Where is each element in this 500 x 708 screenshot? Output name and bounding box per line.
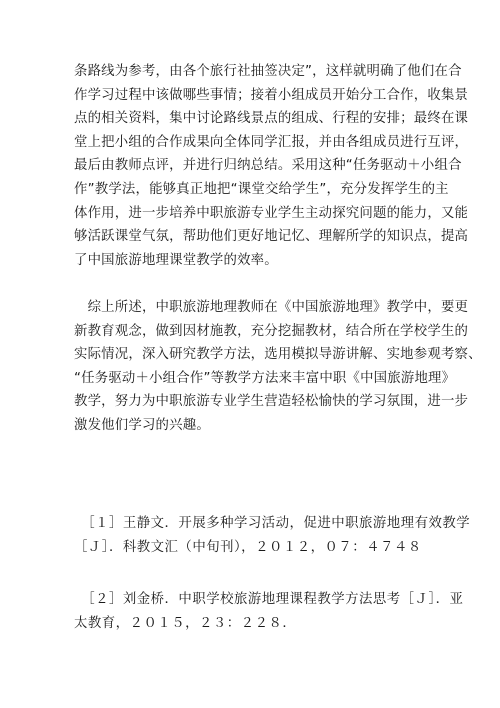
text-line: 够活跃课堂气氛，帮助他们更好地记忆、理解所学的知识点，提高	[74, 229, 469, 245]
reference-line: ［１］王静文．开展多种学习活动，促进中职旅游地理有效教学	[74, 516, 471, 531]
text-line: 作学习过程中该做哪些事情；接着小组成员开始分工合作，收集景	[74, 87, 469, 103]
text-line: 最后由教师点评，并进行归纳总结。采用这种“任务驱动＋小组合	[74, 158, 462, 174]
text-line: 教学，努力为中职旅游专业学生营造轻松愉快的学习氛围，进一步	[74, 394, 469, 410]
reference-line: ［２］刘金桥．中职学校旅游地理课程教学方法思考［Ｊ］．亚	[74, 592, 464, 607]
text-line: 激发他们学习的兴趣。	[74, 417, 210, 433]
text-line: 了中国旅游地理课堂教学的效率。	[74, 252, 278, 268]
reference-line: 太教育，２０１５，２３：２２８．	[74, 615, 297, 631]
text-line: 条路线为参考，由各个旅行社抽签决定”，这样就明确了他们在合	[74, 64, 462, 79]
reference-line: ［Ｊ］．科教文汇（中旬刊），２０１２，０７：４７４８	[74, 539, 422, 555]
text-line: 作”教学法，能够真正地把“课堂交给学生”，充分发挥学生的主	[74, 181, 449, 197]
body-paragraph-2	[74, 296, 482, 438]
reference-1	[74, 512, 471, 559]
text-line: 综上所述，中职旅游地理教师在《中国旅游地理》教学中，要更	[74, 300, 469, 315]
text-line: 新教育观念，做到因材施教，充分挖掘教材，结合所在学校学生的	[74, 323, 469, 339]
text-line: 体作用，进一步培养中职旅游专业学生主动探究问题的能力，又能	[74, 205, 469, 221]
text-line: 堂上把小组的合作成果向全体同学汇报，并由各组成员进行互评，	[74, 134, 469, 150]
text-line: “任务驱动＋小组合作”等教学方法来丰富中职《中国旅游地理》	[74, 370, 456, 386]
body-paragraph-1	[74, 60, 469, 272]
reference-2	[74, 588, 464, 635]
text-line: 实际情况，深入研究教学方法，选用模拟导游讲解、实地参观考察、	[74, 347, 482, 363]
text-line: 点的相关资料，集中讨论路线景点的组成、行程的安排；最终在课	[74, 111, 469, 127]
